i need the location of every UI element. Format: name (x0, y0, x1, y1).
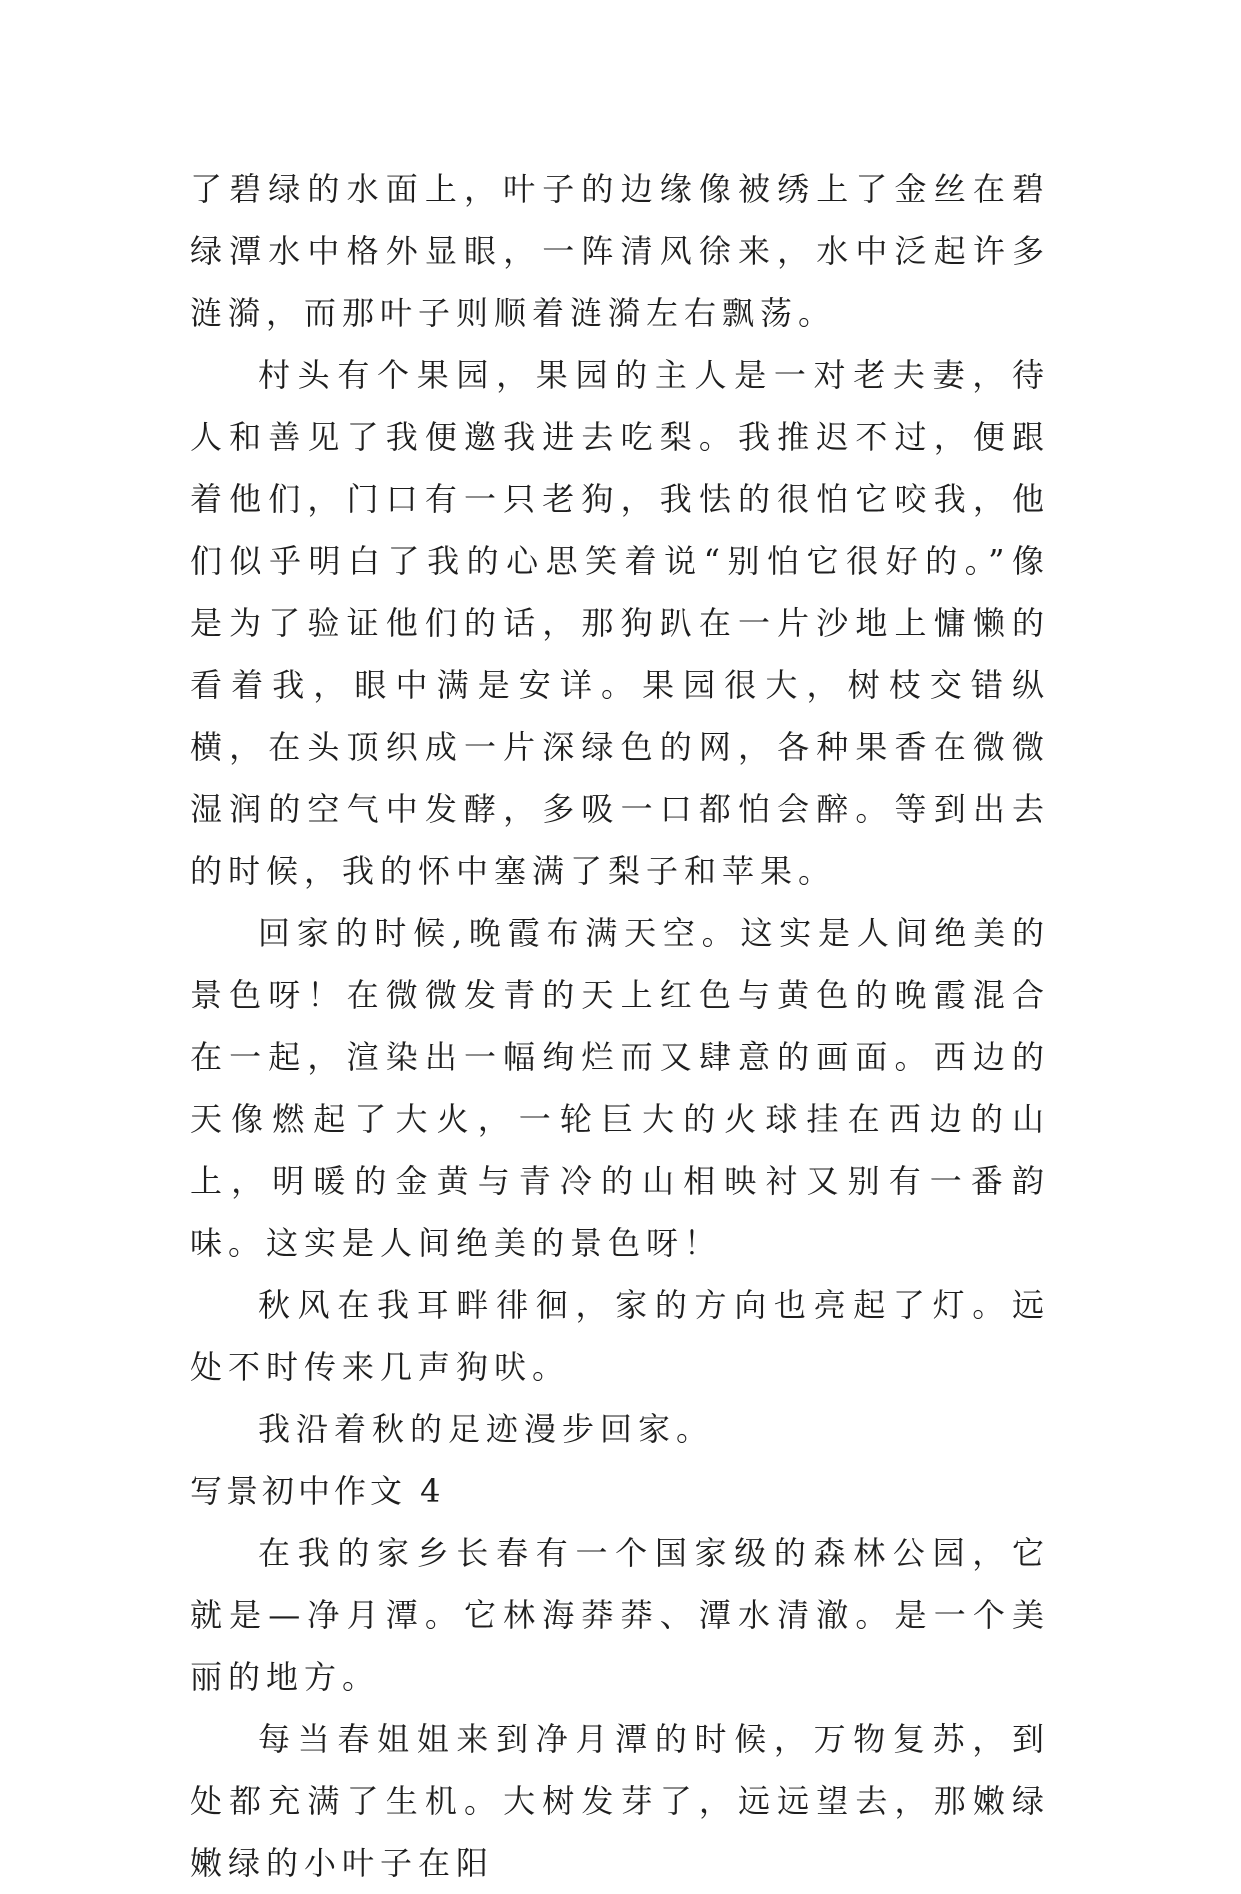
paragraph-walk-home: 我沿着秋的足迹漫步回家。 (258, 1410, 715, 1448)
article-body (190, 158, 1050, 1894)
paragraph-sunset: 回家的时候,晚霞布满天空。这实是人间绝美的景色呀！在微微发青的天上红色与黄色的晚霞混合在一起，渲染出一幅绚烂而又肆意的画面。西边的天像燃起了大火，一轮巨大的火球挂在西边的山上，明暖的金黄与青冷的山相映衬又别有一番韵味。这实是人间绝美的景色呀！ (190, 914, 1050, 1262)
paragraph-jingyuetan-intro: 在我的家乡长春有一个国家级的森林公园，它就是—净月潭。它林海莽莽、潭水清澈。是一个美丽的地方。 (190, 1534, 1050, 1696)
paragraph-continued: 了碧绿的水面上，叶子的边缘像被绣上了金丝在碧绿潭水中格外显眼，一阵清风徐来，水中泛起许多涟漪，而那叶子则顺着涟漪左右飘荡。 (190, 170, 1050, 332)
paragraph-spring: 每当春姐姐来到净月潭的时候，万物复苏，到处都充满了生机。大树发芽了，远远望去，那嫩绿嫩绿的小叶子在阳 (190, 1720, 1050, 1882)
section-heading: 写景初中作文 4 (190, 1472, 445, 1510)
paragraph-autumn-wind: 秋风在我耳畔徘徊，家的方向也亮起了灯。远处不时传来几声狗吠。 (190, 1286, 1050, 1386)
paragraph-orchard: 村头有个果园，果园的主人是一对老夫妻，待人和善见了我便邀我进去吃梨。我推迟不过，便跟着他们，门口有一只老狗，我怯的很怕它咬我，他们似乎明白了我的心思笑着说“别怕它很好的。”像是为了验证他们的话，那狗趴在一片沙地上慵懒的看着我，眼中满是安详。果园很大，树枝交错纵横，在头顶织成一片深绿色的网，各种果香在微微湿润的空气中发酵，多吸一口都怕会醉。等到出去的时候，我的怀中塞满了梨子和苹果。 (190, 356, 1050, 890)
